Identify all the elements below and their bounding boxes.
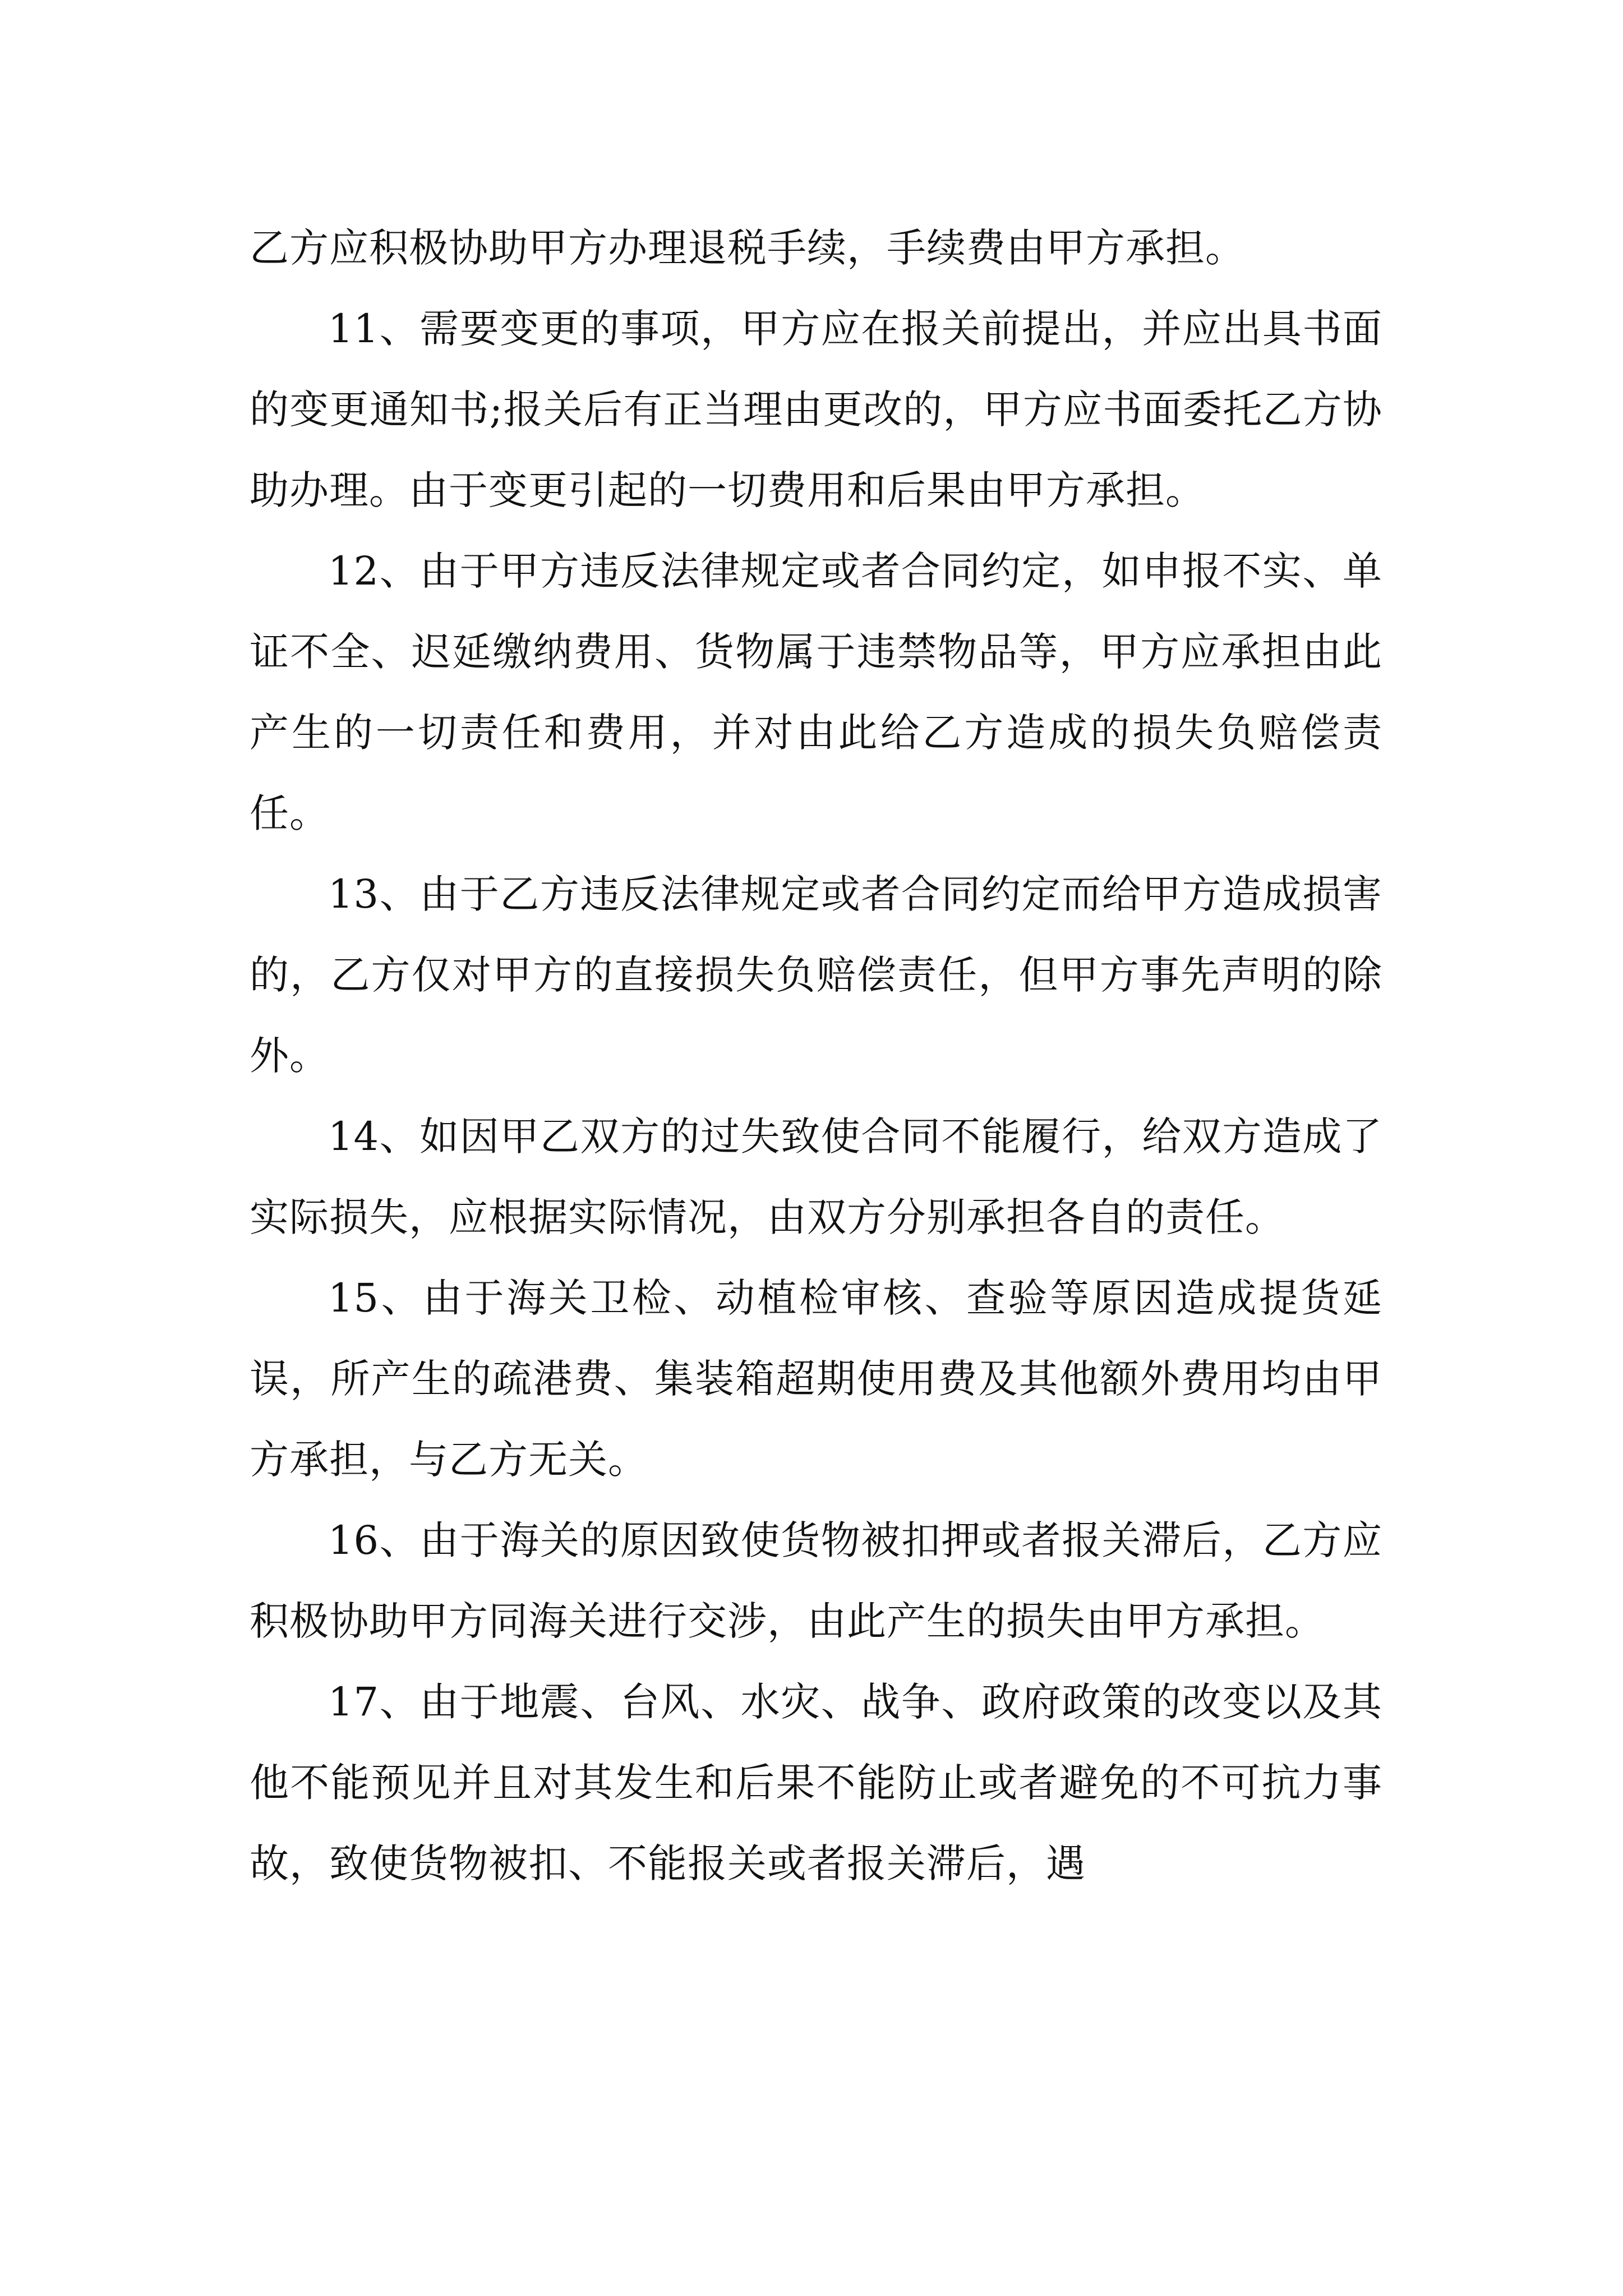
clause-17: 17、由于地震、台风、水灾、战争、政府政策的改变以及其他不能预见并且对其发生和后果不能防止或者避免的不可抗力事故，致使货物被扣、不能报关或者报关滞后，遇 (250, 1679, 1382, 1887)
clause-15: 15、由于海关卫检、动植检审核、查验等原因造成提货延误，所产生的疏港费、集装箱超期使用费及其他额外费用均由甲方承担，与乙方无关。 (250, 1275, 1382, 1483)
clause-12: 12、由于甲方违反法律规定或者合同约定，如申报不实、单证不全、迟延缴纳费用、货物属于违禁物品等，甲方应承担由此产生的一切责任和费用，并对由此给乙方造成的损失负赔偿责任。 (250, 548, 1382, 836)
clause-16: 16、由于海关的原因致使货物被扣押或者报关滞后，乙方应积极协助甲方同海关进行交涉，由此产生的损失由甲方承担。 (250, 1517, 1382, 1644)
clause-14: 14、如因甲乙双方的过失致使合同不能履行，给双方造成了实际损失，应根据实际情况，由双方分别承担各自的责任。 (250, 1114, 1382, 1240)
paragraph-continuation: 乙方应积极协助甲方办理退税手续，手续费由甲方承担。 (250, 225, 1245, 271)
clause-13: 13、由于乙方违反法律规定或者合同约定而给甲方造成损害的，乙方仅对甲方的直接损失负赔偿责任，但甲方事先声明的除外。 (250, 871, 1382, 1079)
contract-body (250, 208, 1382, 1904)
clause-11: 11、需要变更的事项，甲方应在报关前提出，并应出具书面的变更通知书;报关后有正当理由更改的，甲方应书面委托乙方协助办理。由于变更引起的一切费用和后果由甲方承担。 (250, 306, 1382, 513)
